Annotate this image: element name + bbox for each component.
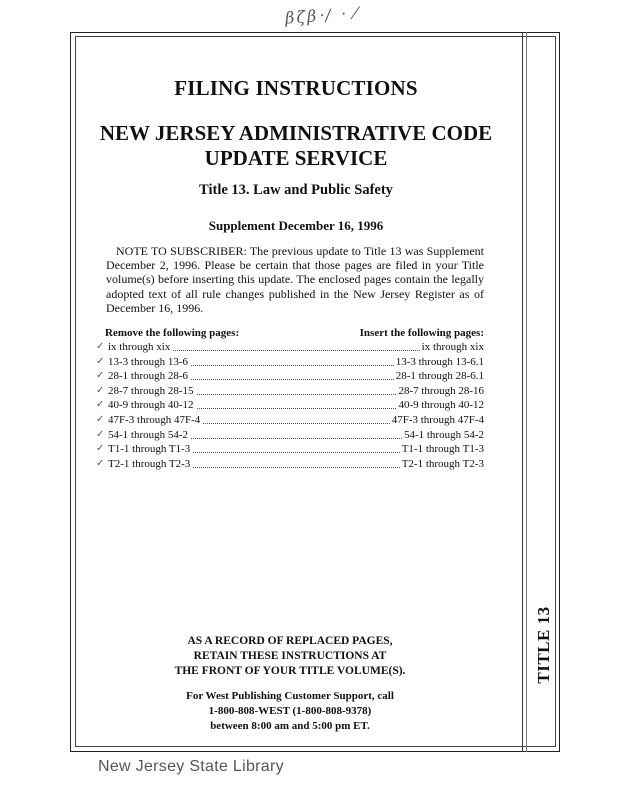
table-row: ✓ 54-1 through 54-2 54-1 through 54-2 — [96, 428, 484, 441]
check-mark-icon: ✓ — [96, 355, 105, 367]
check-mark-icon: ✓ — [96, 457, 105, 469]
tab-divider — [522, 32, 523, 752]
page-title: FILING INSTRUCTIONS — [174, 76, 418, 100]
check-mark-icon: ✓ — [96, 384, 105, 396]
customer-support: For West Publishing Customer Support, call 1-800-808-WEST (1-800-808-9378) between 8:00 am and 5:00 pm ET. — [186, 690, 394, 732]
library-stamp: New Jersey State Library — [98, 758, 284, 775]
check-mark-icon: ✓ — [96, 443, 105, 455]
table-row: ✓ 47F-3 through 47F-4 47F-3 through 47F-4 — [96, 413, 484, 426]
check-mark-icon: ✓ — [96, 370, 105, 382]
title-subtitle: Title 13. Law and Public Safety — [199, 182, 393, 198]
code-title: NEW JERSEY ADMINISTRATIVE CODE UPDATE SERVICE — [99, 121, 493, 170]
table-row: ✓ T2-1 through T2-3 T2-1 through T2-3 — [96, 457, 484, 470]
check-mark-icon: ✓ — [96, 399, 105, 411]
table-row: ✓ 40-9 through 40-12 40-9 through 40-12 — [96, 399, 484, 412]
title-tab: TITLE 13 — [534, 606, 553, 684]
insert-header: Insert the following pages: — [359, 327, 484, 339]
handwritten-note: βζβ‧/ ‧ ⁄ — [284, 3, 360, 28]
table-row: ✓ 13-3 through 13-6 13-3 through 13-6.1 — [96, 355, 484, 368]
table-row: ✓ ix through xix ix through xix — [96, 341, 484, 353]
check-mark-icon: ✓ — [96, 341, 105, 352]
check-mark-icon: ✓ — [96, 413, 105, 425]
subscriber-note: NOTE TO SUBSCRIBER: The previous update to Title 13 was Supplement December 2, 1996. Please be certain that those pages are filed in your Title volume(s) before inserting this update. The enclosed pages contain the legally adopted text of all rule changes published in the New Jersey Register as of December 16, 1996. — [106, 244, 484, 315]
table-row: ✓ 28-1 through 28-6 28-1 through 28-6.1 — [96, 370, 484, 383]
record-instructions: AS A RECORD OF REPLACED PAGES, RETAIN THESE INSTRUCTIONS AT THE FRONT OF YOUR TITLE VOLUME(S). — [174, 635, 406, 677]
pages-table — [96, 340, 484, 471]
remove-header: Remove the following pages: — [105, 327, 240, 339]
table-row: ✓ T1-1 through T1-3 T1-1 through T1-3 — [96, 443, 484, 456]
check-mark-icon: ✓ — [96, 428, 105, 440]
table-row: ✓ 28-7 through 28-15 28-7 through 28-16 — [96, 384, 484, 397]
supplement-date: Supplement December 16, 1996 — [208, 218, 384, 233]
